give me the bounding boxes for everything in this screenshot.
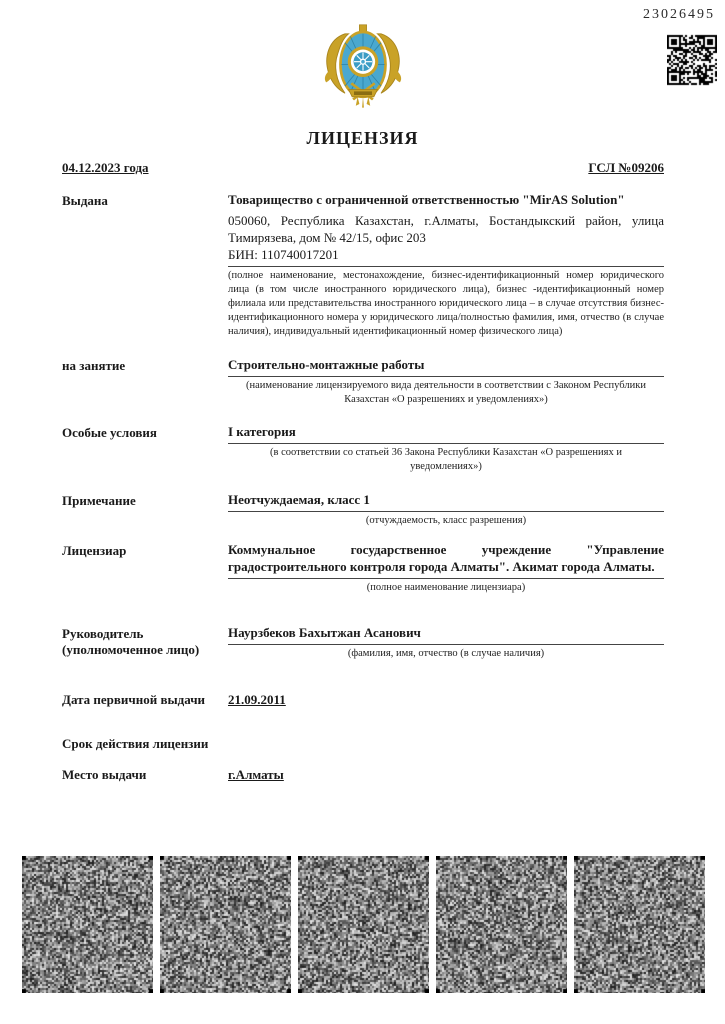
field-note xyxy=(62,492,664,528)
field-issue-place xyxy=(62,766,664,784)
field-first-issue-date xyxy=(62,691,664,709)
issue-date: 04.12.2023 года xyxy=(62,160,149,175)
activity-caption: (наименование лицензируемого вида деятельности в соответствии с Законом Республики Казахстан «О разрешениях и уведомлениях») xyxy=(246,380,646,406)
field-issued-to-label: Выдана xyxy=(62,193,108,208)
licensor-value: Коммунальное государственное учреждение "Управление градостроительного контроля города Алматы". Акимат города Алматы. xyxy=(228,541,664,574)
activity-value: Строительно-монтажные работы xyxy=(228,357,425,373)
field-issued-to xyxy=(62,192,664,339)
noise-block xyxy=(160,856,291,993)
qr-code-icon xyxy=(667,33,717,93)
licensor-caption: (полное наименование лицензиара) xyxy=(366,581,526,593)
field-licensor xyxy=(62,542,664,595)
field-note-label: Примечание xyxy=(62,492,136,508)
note-value: Неотчуждаемая, класс 1 xyxy=(228,491,370,507)
field-activity xyxy=(62,357,664,407)
field-issue-place-label: Место выдачи xyxy=(62,767,147,783)
license-body xyxy=(62,160,664,798)
issued-to-company-name: Товарищество с ограниченной ответственностью "MirAS Solution" xyxy=(228,192,625,207)
field-head xyxy=(62,625,664,661)
issued-to-caption: (полное наименование, местонахождение, бизнес-идентификационный номер юридического лица (в том числе иностранного юридического лица), бизнес -идентификационный номер филиала или представительства иностранного юридического лица – в случае отсутствия бизнес-идентификационного номера у юридического лица/полностью фамилия, имя, отчество (в случае наличия), индивидуальный идентификационный номер физического лица) xyxy=(228,269,664,338)
field-activity-label: на занятие xyxy=(62,358,126,374)
head-caption: (фамилия, имя, отчество (в случае наличия) xyxy=(347,647,545,659)
noise-block xyxy=(22,856,153,993)
date-and-number-row xyxy=(62,160,664,176)
document-number: 23026495 xyxy=(643,7,715,22)
kazakhstan-emblem-icon xyxy=(318,23,408,113)
field-head-label: Руководитель (уполномоченное лицо) xyxy=(62,625,200,658)
field-special-conditions xyxy=(62,424,664,474)
digital-signature-noise-blocks xyxy=(22,856,706,993)
issue-place-value: г.Алматы xyxy=(228,767,284,783)
field-first-issue-date-label: Дата первичной выдачи xyxy=(62,691,206,707)
page-title: ЛИЦЕНЗИЯ xyxy=(306,128,419,148)
noise-block xyxy=(574,856,705,993)
issued-to-address: 050060, Республика Казахстан, г.Алматы, Бостандыкский район, улица Тимирязева, дом № 42/15, офис 203 xyxy=(228,212,664,245)
special-conditions-value: I категория xyxy=(228,423,296,439)
special-conditions-caption: (в соответствии со статьей 36 Закона Республики Казахстан «О разрешениях и уведомлениях») xyxy=(270,446,622,472)
issued-to-bin: БИН: 110740017201 xyxy=(228,246,339,262)
field-validity-period-label: Срок действия лицензии xyxy=(62,735,209,751)
noise-block xyxy=(436,856,567,993)
first-issue-date-value: 21.09.2011 xyxy=(228,691,286,707)
head-value: Наурзбеков Бахытжан Асанович xyxy=(228,624,421,640)
field-licensor-label: Лицензиар xyxy=(62,542,127,558)
noise-block xyxy=(298,856,429,993)
field-special-conditions-label: Особые условия xyxy=(62,424,157,440)
note-caption: (отчуждаемость, класс разрешения) xyxy=(365,514,527,526)
field-validity-period xyxy=(62,735,664,752)
license-number: ГСЛ №09206 xyxy=(588,160,664,175)
